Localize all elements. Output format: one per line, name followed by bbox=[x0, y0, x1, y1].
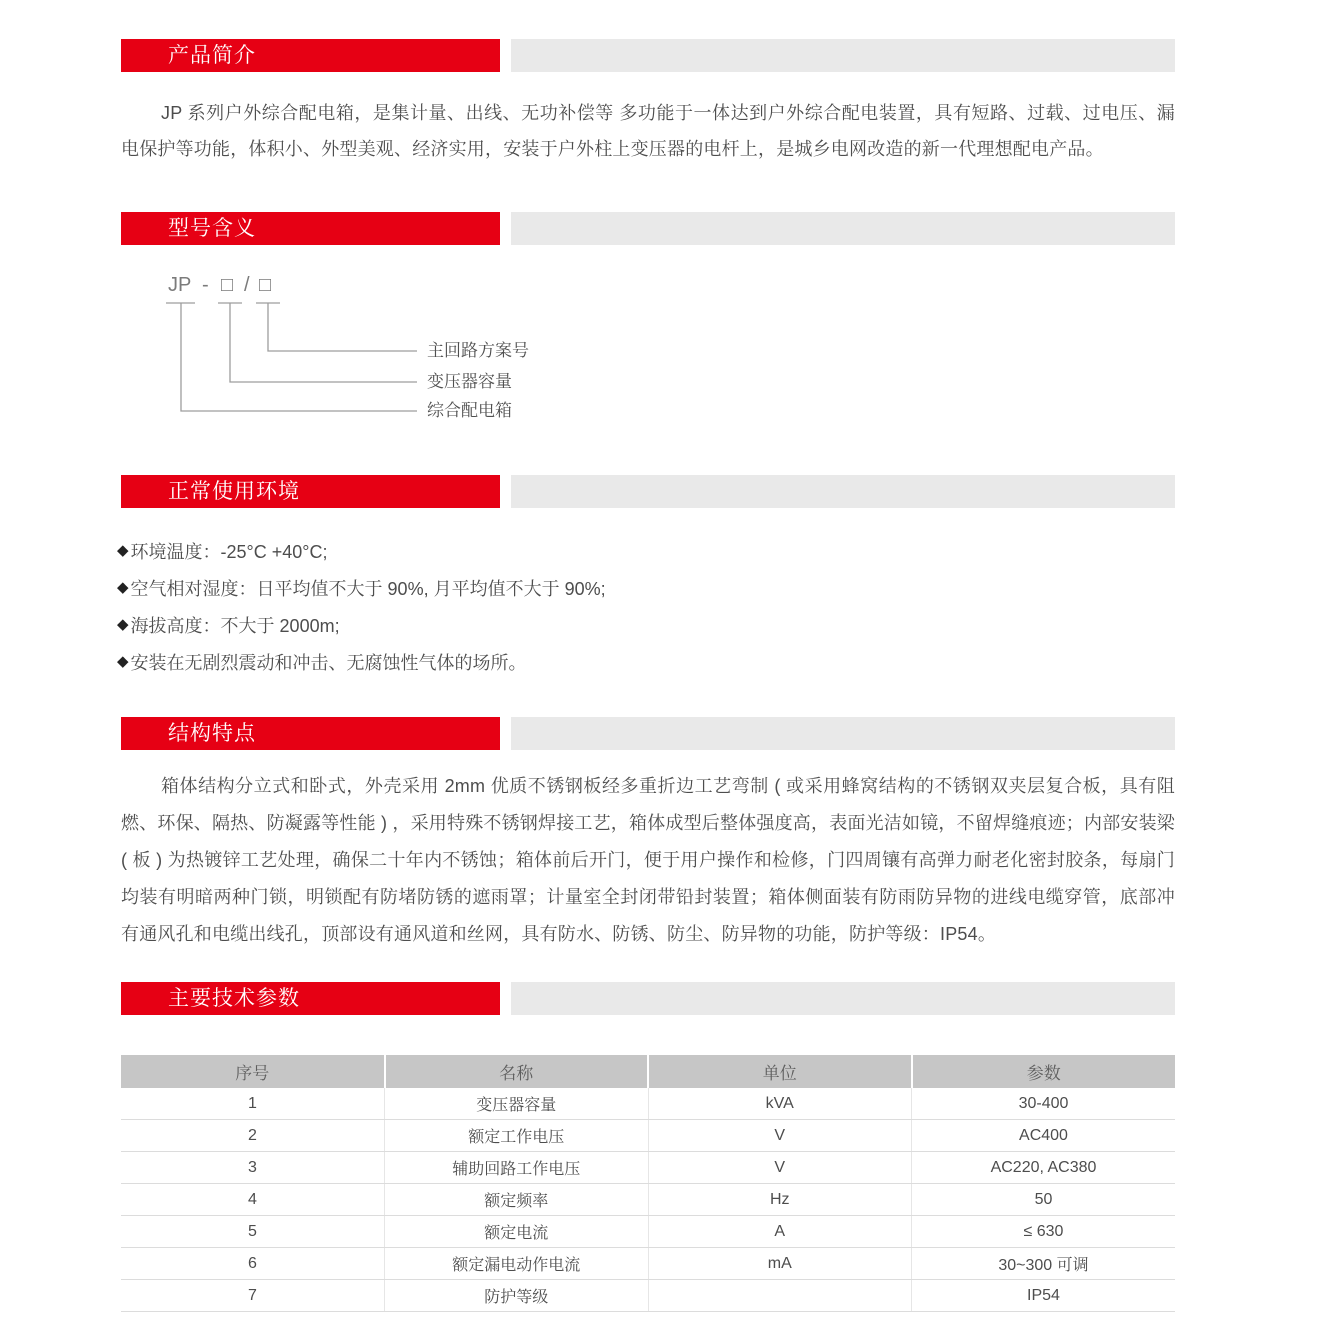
structure-body-paragraph: 箱体结构分立式和卧式，外壳采用 2mm 优质不锈钢板经多重折边工艺弯制 ( 或采用蜂窝结构的不锈钢双夹层复合板，具有阻燃、环保、隔热、防凝露等性能 ) ，采用特殊不锈钢焊接工艺，箱体成型后整体强度高，表面光洁如镜，不留焊缝痕迹；内部安装梁 ( 板 ) 为热镀锌工艺处理，确保二十年内不锈蚀；箱体前后开门，便于用户操作和检修，门四周镶有高弹力耐老化密封胶条，每扇门均装有明暗两种门锁，明锁配有防堵防锈的遮雨罩；计量室全封闭带铅封装置；箱体侧面装有防雨防异物的进线电缆穿管，底部冲有通风孔和电缆出线孔，顶部设有通风道和丝网，具有防水、防锈、防尘、防异物的功能，防护等级：IP54。 bbox=[121, 776, 1175, 944]
cell-name: 变压器容量 bbox=[385, 1088, 649, 1120]
cell-unit: kVA bbox=[648, 1088, 912, 1120]
section-title-intro: 产品简介 bbox=[168, 44, 256, 67]
decorative-gray-bar bbox=[511, 717, 1175, 750]
diamond-bullet-icon: ◆ bbox=[117, 616, 129, 633]
cell-num: 5 bbox=[121, 1216, 385, 1248]
section-title-bar bbox=[121, 212, 500, 245]
cell-num: 2 bbox=[121, 1120, 385, 1152]
cell-name: 防护等级 bbox=[385, 1280, 649, 1312]
model-label-main-circuit: 主回路方案号 bbox=[427, 341, 529, 360]
section-title-environment: 正常使用环境 bbox=[168, 480, 300, 503]
list-item-text: 空气相对湿度：日平均值不大于 90%, 月平均值不大于 90%; bbox=[130, 578, 606, 599]
decorative-gray-bar bbox=[511, 39, 1175, 72]
cell-unit: A bbox=[648, 1216, 912, 1248]
connector-box bbox=[181, 303, 417, 411]
intro-body-paragraph: JP 系列户外综合配电箱，是集计量、出线、无功补偿等 多功能于一体达到户外综合配电装置，具有短路、过载、过电压、漏电保护等功能，体积小、外型美观、经济实用，安装于户外柱上变压器的电杆上，是城乡电网改造的新一代理想配电产品。 bbox=[121, 103, 1175, 159]
section-title-bar bbox=[121, 39, 500, 72]
column-header-name: 名称 bbox=[385, 1055, 649, 1088]
cell-name: 辅助回路工作电压 bbox=[385, 1152, 649, 1184]
section-header-model bbox=[121, 212, 1175, 245]
table-row bbox=[121, 1280, 1175, 1312]
model-code-box2: □ bbox=[259, 274, 272, 296]
list-item-text: 海拔高度：不大于 2000m; bbox=[130, 615, 340, 636]
column-header-num: 序号 bbox=[121, 1055, 385, 1088]
section-header-intro bbox=[121, 39, 1175, 72]
connector-main-circuit bbox=[268, 303, 417, 351]
cell-num: 7 bbox=[121, 1280, 385, 1312]
cell-name: 额定工作电压 bbox=[385, 1120, 649, 1152]
cell-value: 30~300 可调 bbox=[912, 1248, 1176, 1280]
diamond-bullet-icon: ◆ bbox=[117, 542, 129, 559]
cell-name: 额定电流 bbox=[385, 1216, 649, 1248]
section-title-bar bbox=[121, 717, 500, 750]
table-header-row bbox=[121, 1055, 1175, 1088]
column-header-unit: 单位 bbox=[648, 1055, 912, 1088]
cell-value: 50 bbox=[912, 1184, 1176, 1216]
cell-num: 6 bbox=[121, 1248, 385, 1280]
section-title-model: 型号含义 bbox=[168, 217, 256, 240]
model-label-box: 综合配电箱 bbox=[427, 401, 512, 420]
model-label-transformer: 变压器容量 bbox=[427, 372, 512, 391]
section-title-bar bbox=[121, 982, 500, 1015]
cell-value: ≤ 630 bbox=[912, 1216, 1176, 1248]
cell-value: 30-400 bbox=[912, 1088, 1176, 1120]
column-header-value: 参数 bbox=[912, 1055, 1176, 1088]
table-row bbox=[121, 1184, 1175, 1216]
section-title-bar bbox=[121, 475, 500, 508]
model-code-diagram bbox=[121, 262, 1175, 437]
cell-num: 4 bbox=[121, 1184, 385, 1216]
cell-num: 3 bbox=[121, 1152, 385, 1184]
diamond-bullet-icon: ◆ bbox=[117, 579, 129, 596]
table-row bbox=[121, 1248, 1175, 1280]
list-item bbox=[117, 569, 1175, 606]
table-row bbox=[121, 1088, 1175, 1120]
model-code-box1: □ bbox=[221, 274, 234, 296]
decorative-gray-bar bbox=[511, 982, 1175, 1015]
cell-value: AC220, AC380 bbox=[912, 1152, 1176, 1184]
decorative-gray-bar bbox=[511, 475, 1175, 508]
section-header-structure bbox=[121, 717, 1175, 750]
decorative-gray-bar bbox=[511, 212, 1175, 245]
environment-list bbox=[117, 532, 1175, 680]
section-header-environment bbox=[121, 475, 1175, 508]
cell-value: AC400 bbox=[912, 1120, 1176, 1152]
list-item bbox=[117, 606, 1175, 643]
cell-unit bbox=[648, 1280, 912, 1312]
list-item-text: 环境温度：-25°C +40°C; bbox=[130, 541, 328, 562]
parameters-table bbox=[121, 1055, 1175, 1312]
cell-num: 1 bbox=[121, 1088, 385, 1120]
list-item bbox=[117, 643, 1175, 680]
list-item bbox=[117, 532, 1175, 569]
table-row bbox=[121, 1216, 1175, 1248]
section-title-parameters: 主要技术参数 bbox=[168, 987, 300, 1010]
table-row bbox=[121, 1120, 1175, 1152]
cell-unit: V bbox=[648, 1120, 912, 1152]
cell-name: 额定漏电动作电流 bbox=[385, 1248, 649, 1280]
diamond-bullet-icon: ◆ bbox=[117, 653, 129, 670]
cell-unit: mA bbox=[648, 1248, 912, 1280]
model-code-connector-lines bbox=[121, 262, 1175, 437]
cell-unit: V bbox=[648, 1152, 912, 1184]
table-row bbox=[121, 1152, 1175, 1184]
cell-unit: Hz bbox=[648, 1184, 912, 1216]
connector-transformer bbox=[230, 303, 417, 382]
cell-name: 额定频率 bbox=[385, 1184, 649, 1216]
list-item-text: 安装在无剧烈震动和冲击、无腐蚀性气体的场所。 bbox=[130, 652, 527, 673]
section-header-parameters bbox=[121, 982, 1175, 1015]
model-code-slash: / bbox=[244, 274, 250, 296]
cell-value: IP54 bbox=[912, 1280, 1176, 1312]
model-code-prefix: JP bbox=[168, 274, 192, 296]
section-title-structure: 结构特点 bbox=[168, 722, 256, 745]
model-code-dash: - bbox=[202, 274, 209, 296]
